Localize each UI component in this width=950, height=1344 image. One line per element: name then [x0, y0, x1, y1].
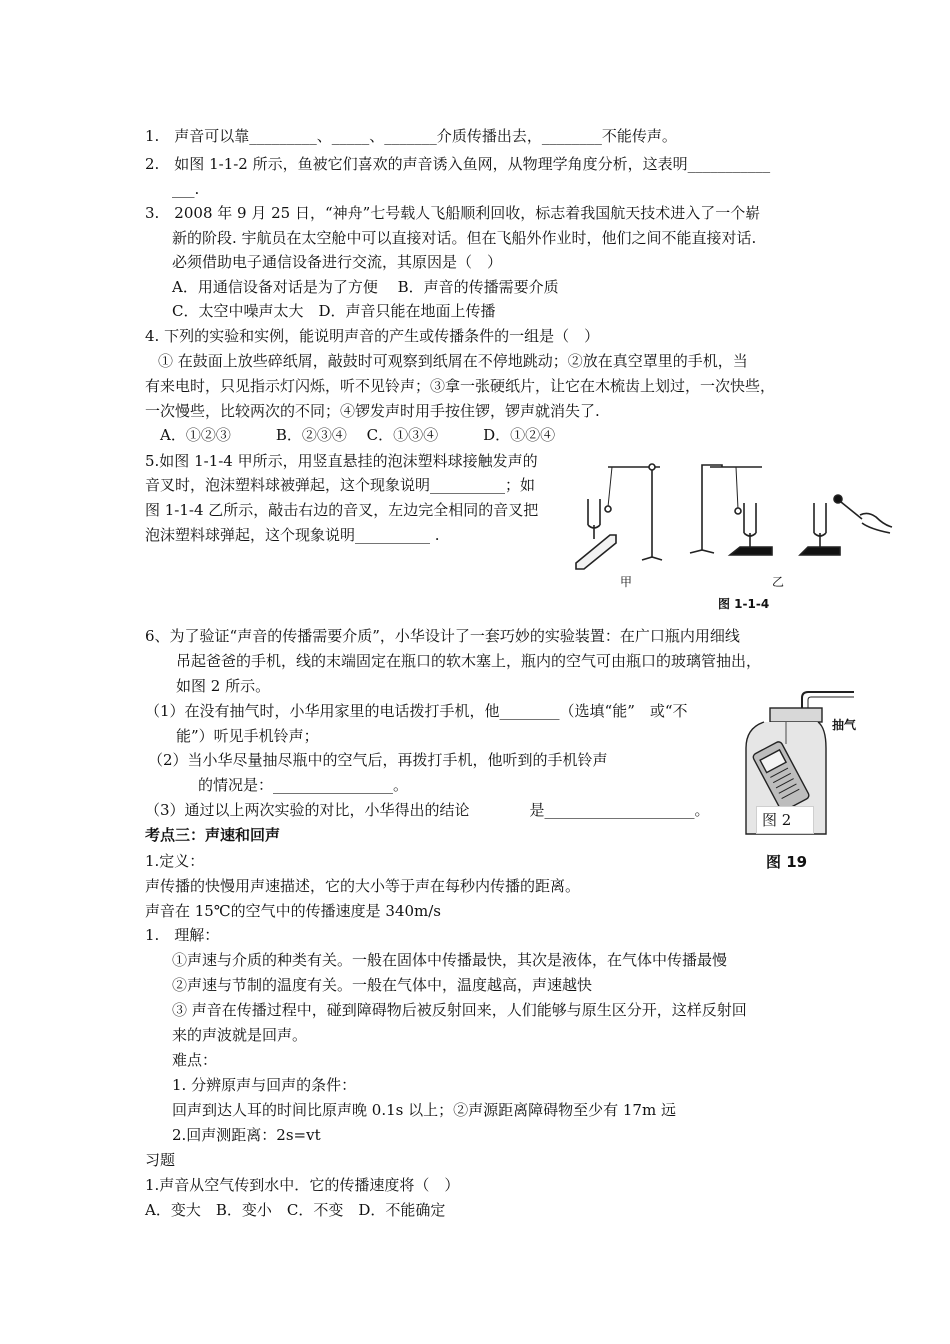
- text-line: 声音在 15℃的空气中的传播速度是 340m/s: [145, 902, 442, 920]
- fig2-label: 图 2: [762, 811, 792, 829]
- text-line: 2. 如图 1-1-2 所示，鱼被它们喜欢的声音诱入鱼网，从物理学角度分析，这表明___________: [145, 155, 771, 173]
- text-line: 难点：: [172, 1051, 218, 1069]
- text-line: ___.: [172, 180, 200, 198]
- text-line: 音叉时，泡沫塑料球被弹起，这个现象说明__________；如: [145, 476, 536, 494]
- label-yi: 乙: [772, 575, 785, 589]
- text-line: 5.如图 1-1-4 甲所示，用竖直悬挂的泡沫塑料球接触发声的: [145, 452, 538, 470]
- text-line: （3）通过以上两次实验的对比，小华得出的结论 是____________________。: [145, 801, 710, 819]
- text-line: 1.声音从空气传到水中．它的传播速度将（ ）: [145, 1176, 460, 1194]
- text-line: ②声速与节制的温度有关。一般在气体中，温度越高，声速越快: [172, 976, 593, 994]
- text-line: 1.定义：: [145, 852, 205, 870]
- text-line: 2.回声测距离：2s=vt: [172, 1126, 321, 1144]
- text-line: ① 在鼓面上放些碎纸屑，敲鼓时可观察到纸屑在不停地跳动；②放在真空罩里的手机，当: [158, 352, 748, 370]
- text-line: 回声到达人耳的时间比原声晚 0.1s 以上；②声源距离障碍物至少有 17m 远: [172, 1101, 676, 1119]
- text-line: （2）当小华尽量抽尽瓶中的空气后，再拨打手机，他听到的手机铃声: [148, 751, 608, 769]
- text-line: A．变大 B．变小 C．不变 D．不能确定: [145, 1201, 446, 1219]
- text-line: 来的声波就是回声。: [172, 1026, 308, 1044]
- text-line: 1. 声音可以靠_________、_____、_______介质传播出去，________不能传声。: [145, 127, 677, 145]
- text-line: 声传播的快慢用声速描述，它的大小等于声在每秒内传播的距离。: [145, 877, 581, 895]
- text-line: 泡沫塑料球弹起，这个现象说明__________ .: [145, 526, 440, 544]
- figure-caption: 图 1-1-4: [718, 597, 770, 611]
- section-heading: 考点三：声速和回声: [145, 826, 281, 844]
- text-line: 如图 2 所示。: [176, 677, 271, 695]
- text-line: （1）在没有抽气时，小华用家里的电话拨打手机，他________（选填“能” 或“不: [145, 702, 688, 720]
- figure-caption: 图 19: [766, 853, 808, 871]
- text-line: 能”）听见手机铃声；: [176, 727, 319, 745]
- text-line: C．太空中噪声太大 D．声音只能在地面上传播: [172, 302, 496, 320]
- text-line: 1. 理解：: [145, 926, 220, 944]
- bottle-figure: [742, 688, 862, 878]
- text-line: ①声速与介质的种类有关。一般在固体中传播最快，其次是液体，在气体中传播最慢: [172, 951, 728, 969]
- text-line: 的情况是：________________。: [198, 776, 409, 794]
- text-line: 新的阶段. 宇航员在太空舱中可以直接对话。但在飞船外作业时，他们之间不能直接对话.: [172, 229, 757, 247]
- text-line: 吊起爸爸的手机，线的末端固定在瓶口的软木塞上，瓶内的空气可由瓶口的玻璃管抽出，: [176, 652, 762, 670]
- text-line: ③ 声音在传播过程中，碰到障碍物后被反射回来，人们能够与原生区分开，这样反射回: [172, 1001, 747, 1019]
- text-line: 必须借助电子通信设备进行交流，其原因是（ ）: [172, 253, 503, 271]
- text-line: 4. 下列的实验和实例，能说明声音的产生或传播条件的一组是（ ）: [145, 327, 600, 345]
- text-line: 1. 分辨原声与回声的条件：: [172, 1076, 357, 1094]
- tuning-fork-figure: [572, 455, 902, 610]
- text-line: 有来电时，只见指示灯闪烁，听不见铃声；③拿一张硬纸片，让它在木梳齿上划过，一次快些，: [145, 377, 776, 395]
- label-jia: 甲: [620, 575, 633, 589]
- text-line: A．用通信设备对话是为了方便 B．声音的传播需要介质: [172, 278, 559, 296]
- text-line: 6、为了验证“声音的传播需要介质”，小华设计了一套巧妙的实验装置：在广口瓶内用细线: [145, 627, 740, 645]
- text-line: A．①②③ B．②③④ C．①③④ D．①②④: [160, 426, 556, 444]
- text-line: 一次慢些，比较两次的不同；④锣发声时用手按住锣，锣声就消失了.: [145, 402, 600, 420]
- text-line: 习题: [145, 1151, 176, 1169]
- text-line: 3. 2008 年 9 月 25 日，“神舟”七号载人飞船顺利回收，标志着我国航天技术进入了一个崭: [145, 204, 761, 222]
- label-pump: 抽气: [832, 718, 857, 732]
- text-line: 图 1-1-4 乙所示，敲击右边的音叉，左边完全相同的音叉把: [145, 501, 539, 519]
